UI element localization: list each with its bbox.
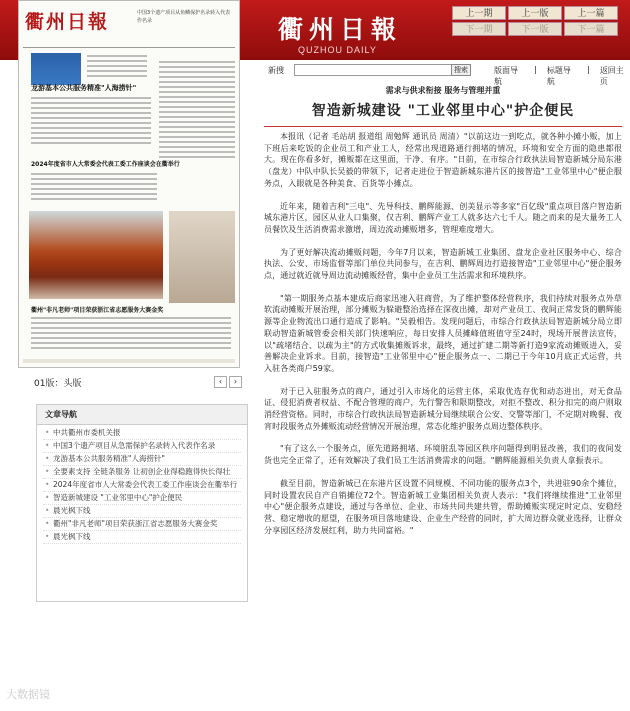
toc-item[interactable]: • 中共衢州市委机关报 — [43, 427, 241, 440]
edition-prev-icon[interactable]: ‹ — [214, 376, 227, 388]
thumb-photo-side — [169, 211, 235, 303]
article-navigation — [36, 404, 248, 602]
toc-item[interactable]: • 智造新城建设 "工业邻里中心"护企便民 — [43, 492, 241, 505]
issue-pager — [452, 6, 618, 36]
toc-item[interactable]: • 龙游基本公共服务精准"人海捞针" — [43, 453, 241, 466]
article-paragraph: 本报讯（记者 毛站胡 报道组 周勉辉 通讯员 周清）"以前这边一到吃点，就各种小摊小贩，加上下班后来吃饭的企业员工和产业工人，经常出现道路通行拥堵的情况，环境和安全方面的隐患都很大。现在你看多好，摊贩都在这里面，干净、有序。"日前，在市综合行政执法局智造新城分局东港（盘龙）中队中队长吴毅的带领下，记者走进位于智造新城东港片区的接智造"工业邻里中心"便企服务点，入眼就是各种美食、百货等小摊点。 — [264, 132, 622, 188]
search-input[interactable] — [294, 64, 454, 76]
toc-item[interactable]: • 中国3个遗产项目从急需保护名录转入代表作名录 — [43, 440, 241, 453]
front-page-thumbnail[interactable] — [18, 0, 240, 368]
next-article-button[interactable]: 下一篇 — [564, 22, 618, 36]
article — [264, 82, 622, 547]
toc-item[interactable]: • 晨光枫下线 — [43, 531, 241, 544]
toc-item[interactable]: • 衢州"非凡老师"项目荣获浙江省志愿服务大赛金奖 — [43, 518, 241, 531]
site-logo-subtitle: QUZHOU DAILY — [298, 45, 377, 55]
article-paragraph: 近年来，随着吉利"三电"、先导科技、鹏辉能源、创美显示等多家"百亿级"重点项目落户智造新城东港片区，园区从业人口集聚，仅吉利、鹏辉产业工人就多达六七千人。随之而来的是大量务工人员餐饮及生活消费需求激增，周边流动摊贩增多，管理难度增大。 — [264, 201, 622, 234]
edition-next-icon[interactable]: › — [229, 376, 242, 388]
article-paragraph: "有了这么一个服务点，原先道路拥堵、环境脏乱等园区秩序问题得到明显改善，我们的夜间发货也完全正常了，还有效解决了我们员工生活消费需求的问题。"鹏辉能源相关负责人拿振表示。 — [264, 444, 622, 466]
search-toolbar: 新搜 搜索 版面导航 | 标题导航 | 返回主页 — [254, 62, 630, 78]
article-navigation-list — [37, 425, 247, 546]
prev-page-button[interactable]: 上一版 — [508, 6, 562, 20]
next-page-button[interactable]: 下一版 — [508, 22, 562, 36]
prev-issue-button[interactable]: 上一期 — [452, 6, 506, 20]
layout-nav-link[interactable]: 版面导航 — [494, 66, 518, 86]
thumb-photo-blue — [31, 53, 81, 85]
article-paragraph: 对于已入驻服务点的商户，通过引入市场化的运营主体，采取优选存优和动态进出，对无食品证、侵犯消费者权益、不配合管理的商户，先行警告和限期整改，对拒不整改、积分扣完的商户则取消经营资格。同时，市综合行政执法局智造新城分局继续联合公安、交警等部门，不定期对晚餐、夜宵时段服务点外摊贩流动经营情况开展治理，常态化维护服务点周边整体秩序。 — [264, 386, 622, 431]
thumb-photo-trees — [29, 211, 163, 299]
prev-article-button[interactable]: 上一篇 — [564, 6, 618, 20]
thumb-headline-3[interactable]: 衢州"非凡老师"项目荣获浙江省志愿服务大赛金奖 — [31, 307, 164, 314]
watermark: 大数据镜 — [6, 688, 50, 701]
thumb-headline-2[interactable]: 2024年度省市人大常委会代表工委工作座谈会在衢举行 — [31, 161, 180, 168]
article-paragraph: 截至目前，智造新城已在东港片区设置不同规模、不同功能的服务点3个，共进驻90余个摊位，同时设置农民自产自销摊位72个。智造新城工业集团相关负责人表示："我们将继续推进"工业邻里中心"便企服务点建设，通过与各单位、企业、市场共同共建共管，帮助摊贩实现定时定点、安稳经营、稳定增收的愿望，在服务项目落地建设、企业生产经营的同时，扩大周边群众就业选择，让群众分享园区经济发展红利，助力共同富裕。" — [264, 478, 622, 535]
article-kicker: 需求与供求衔接 服务与管理并重 — [385, 86, 501, 95]
article-title: 智造新城建设 "工业邻里中心"护企便民 — [311, 103, 575, 119]
search-label: 新搜 — [268, 66, 284, 75]
article-body — [264, 131, 622, 536]
title-nav-link[interactable]: 标题导航 — [546, 66, 571, 86]
toc-item[interactable]: • 晨光枫下线 — [43, 505, 241, 518]
thumb-side-headline[interactable]: 中国3个遗产项目从鱼鳞保护名录转入代表作名录 — [137, 10, 231, 24]
home-link[interactable]: 返回主页 — [599, 66, 624, 86]
article-paragraph: "第一期服务点基本建成后商家迅速入驻商营，为了维护整体经营秩序，我们持续对服务点外草软流动摊贩开展治理，部分摊贩为躲避整治选择在深夜出摊，却对产业员工、夜间正常发货的鹏辉能源等企业物流出口通行造成了影响。"吴毅相告。发现问题后，市综合行政执法局智造新城分局立即联动智造新城管委会相关部门快速响应，每日安排人员摊峰值班值守至24时，现场开展普法宣传，以"疏堵结合、以疏为主"的方式收集摊贩诉求，最终，通过扩建二期等新打造9家流动摊贩进入，妥善解决企业诉求。目前，接智造"工业邻里中心"便企服务点一、二期已于今年10月底正式运营，共入驻各类商户59家。 — [264, 293, 622, 373]
thumb-headline-1[interactable]: 龙游基本公共服务精准"人海捞针" — [31, 84, 137, 92]
toc-item[interactable]: • 2024年度省市人大常委会代表工委工作座谈会在衢举行 — [43, 479, 241, 492]
edition-nav — [214, 376, 242, 388]
article-paragraph: 为了更好解决流动摊贩问题，今年7月以来，智造新城工业集团、盘龙企业社区服务中心、综合执法、公安、市场监督等部门单位共同参与，在吉利、鹏辉周边打造接智造"工业邻里中心"便企服务点，通过就近就导周边流动摊贩经营，集中企业员工生活需求和环境秩序。 — [264, 247, 622, 281]
toc-item[interactable]: • 全要素支持 全链条服务 让初创企业得稳跑得快长得壮 — [43, 466, 241, 479]
thumb-footer-ad — [23, 359, 235, 363]
next-issue-button[interactable]: 下一期 — [452, 22, 506, 36]
site-logo[interactable]: 衢州日報 — [278, 15, 403, 44]
article-navigation-title: 文章导航 — [37, 405, 247, 425]
edition-label: 01版：头版 — [34, 379, 82, 389]
thumb-masthead: 衢州日報 — [25, 11, 110, 33]
search-button[interactable]: 搜索 — [451, 64, 471, 76]
